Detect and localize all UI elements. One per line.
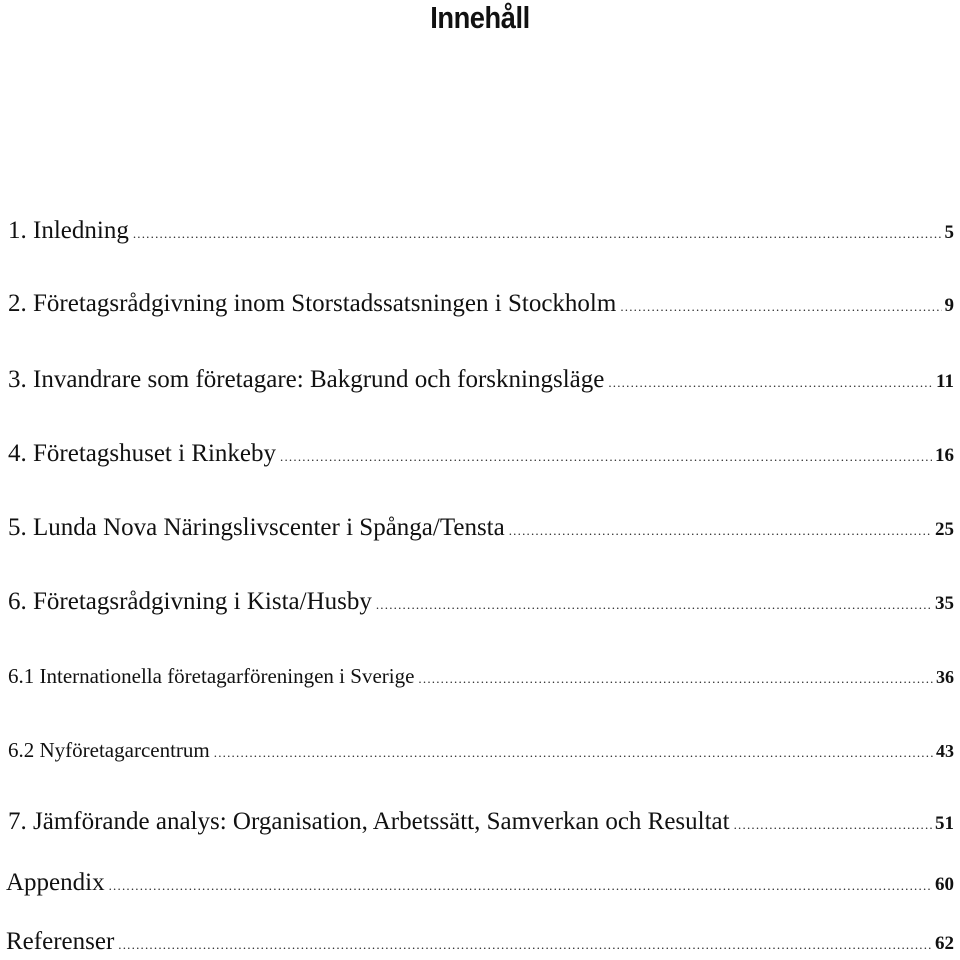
toc-entry-label: 2. Företagsrådgivning inom Storstadssatsningen i Stockholm bbox=[8, 290, 617, 317]
toc-entry-page: 43 bbox=[936, 741, 954, 761]
toc-entry-page: 9 bbox=[944, 295, 954, 316]
toc-entry-page: 11 bbox=[936, 371, 954, 392]
toc-entry-2[interactable] bbox=[8, 290, 954, 318]
toc-entry-6[interactable] bbox=[8, 588, 954, 616]
toc-entry-label: 7. Jämförande analys: Organisation, Arbetssätt, Samverkan och Resultat bbox=[8, 808, 730, 835]
dot-leader bbox=[280, 449, 932, 465]
toc-entry-page: 36 bbox=[936, 667, 954, 687]
toc-entry-label: 1. Inledning bbox=[8, 217, 129, 244]
dot-leader bbox=[734, 817, 932, 833]
toc-entry-label: 4. Företagshuset i Rinkeby bbox=[8, 440, 277, 467]
dot-leader bbox=[509, 523, 932, 539]
dot-leader bbox=[376, 597, 932, 613]
toc-entry-5[interactable] bbox=[8, 514, 954, 542]
toc-entry-label: Referenser bbox=[6, 928, 115, 955]
toc-entry-page: 16 bbox=[935, 445, 954, 466]
toc-entry-label: 6.1 Internationella företagarföreningen i Sverige bbox=[8, 664, 415, 688]
toc-entry-4[interactable] bbox=[8, 440, 954, 468]
page-title: Innehåll bbox=[430, 0, 530, 35]
dot-leader bbox=[418, 671, 933, 687]
toc-entry-6-1[interactable] bbox=[8, 664, 954, 689]
toc-entry-referenser[interactable] bbox=[6, 928, 954, 956]
dot-leader bbox=[133, 226, 942, 242]
toc-entry-page: 51 bbox=[935, 813, 954, 834]
dot-leader bbox=[608, 375, 933, 391]
toc-entry-6-2[interactable] bbox=[8, 738, 954, 763]
toc-entry-label: 6.2 Nyföretagarcentrum bbox=[8, 738, 210, 762]
toc-entry-label: 5. Lunda Nova Näringslivscenter i Spånga/Tensta bbox=[8, 514, 505, 541]
toc-entry-page: 35 bbox=[935, 593, 954, 614]
toc-entry-page: 5 bbox=[944, 222, 954, 243]
toc-entry-label: Appendix bbox=[6, 869, 105, 896]
dot-leader bbox=[214, 745, 933, 761]
toc-entry-label: 3. Invandrare som företagare: Bakgrund och forskningsläge bbox=[8, 366, 605, 393]
toc-entry-3[interactable] bbox=[8, 366, 954, 394]
dot-leader bbox=[109, 878, 932, 894]
toc-entry-appendix[interactable] bbox=[6, 869, 954, 897]
toc-entry-page: 60 bbox=[935, 874, 954, 895]
dot-leader bbox=[620, 299, 941, 315]
toc-entry-page: 25 bbox=[935, 519, 954, 540]
dot-leader bbox=[118, 937, 932, 953]
toc-entry-label: 6. Företagsrådgivning i Kista/Husby bbox=[8, 588, 372, 615]
toc-entry-1[interactable] bbox=[8, 217, 954, 245]
toc-entry-page: 62 bbox=[935, 933, 954, 954]
toc-entry-7[interactable] bbox=[8, 808, 954, 836]
